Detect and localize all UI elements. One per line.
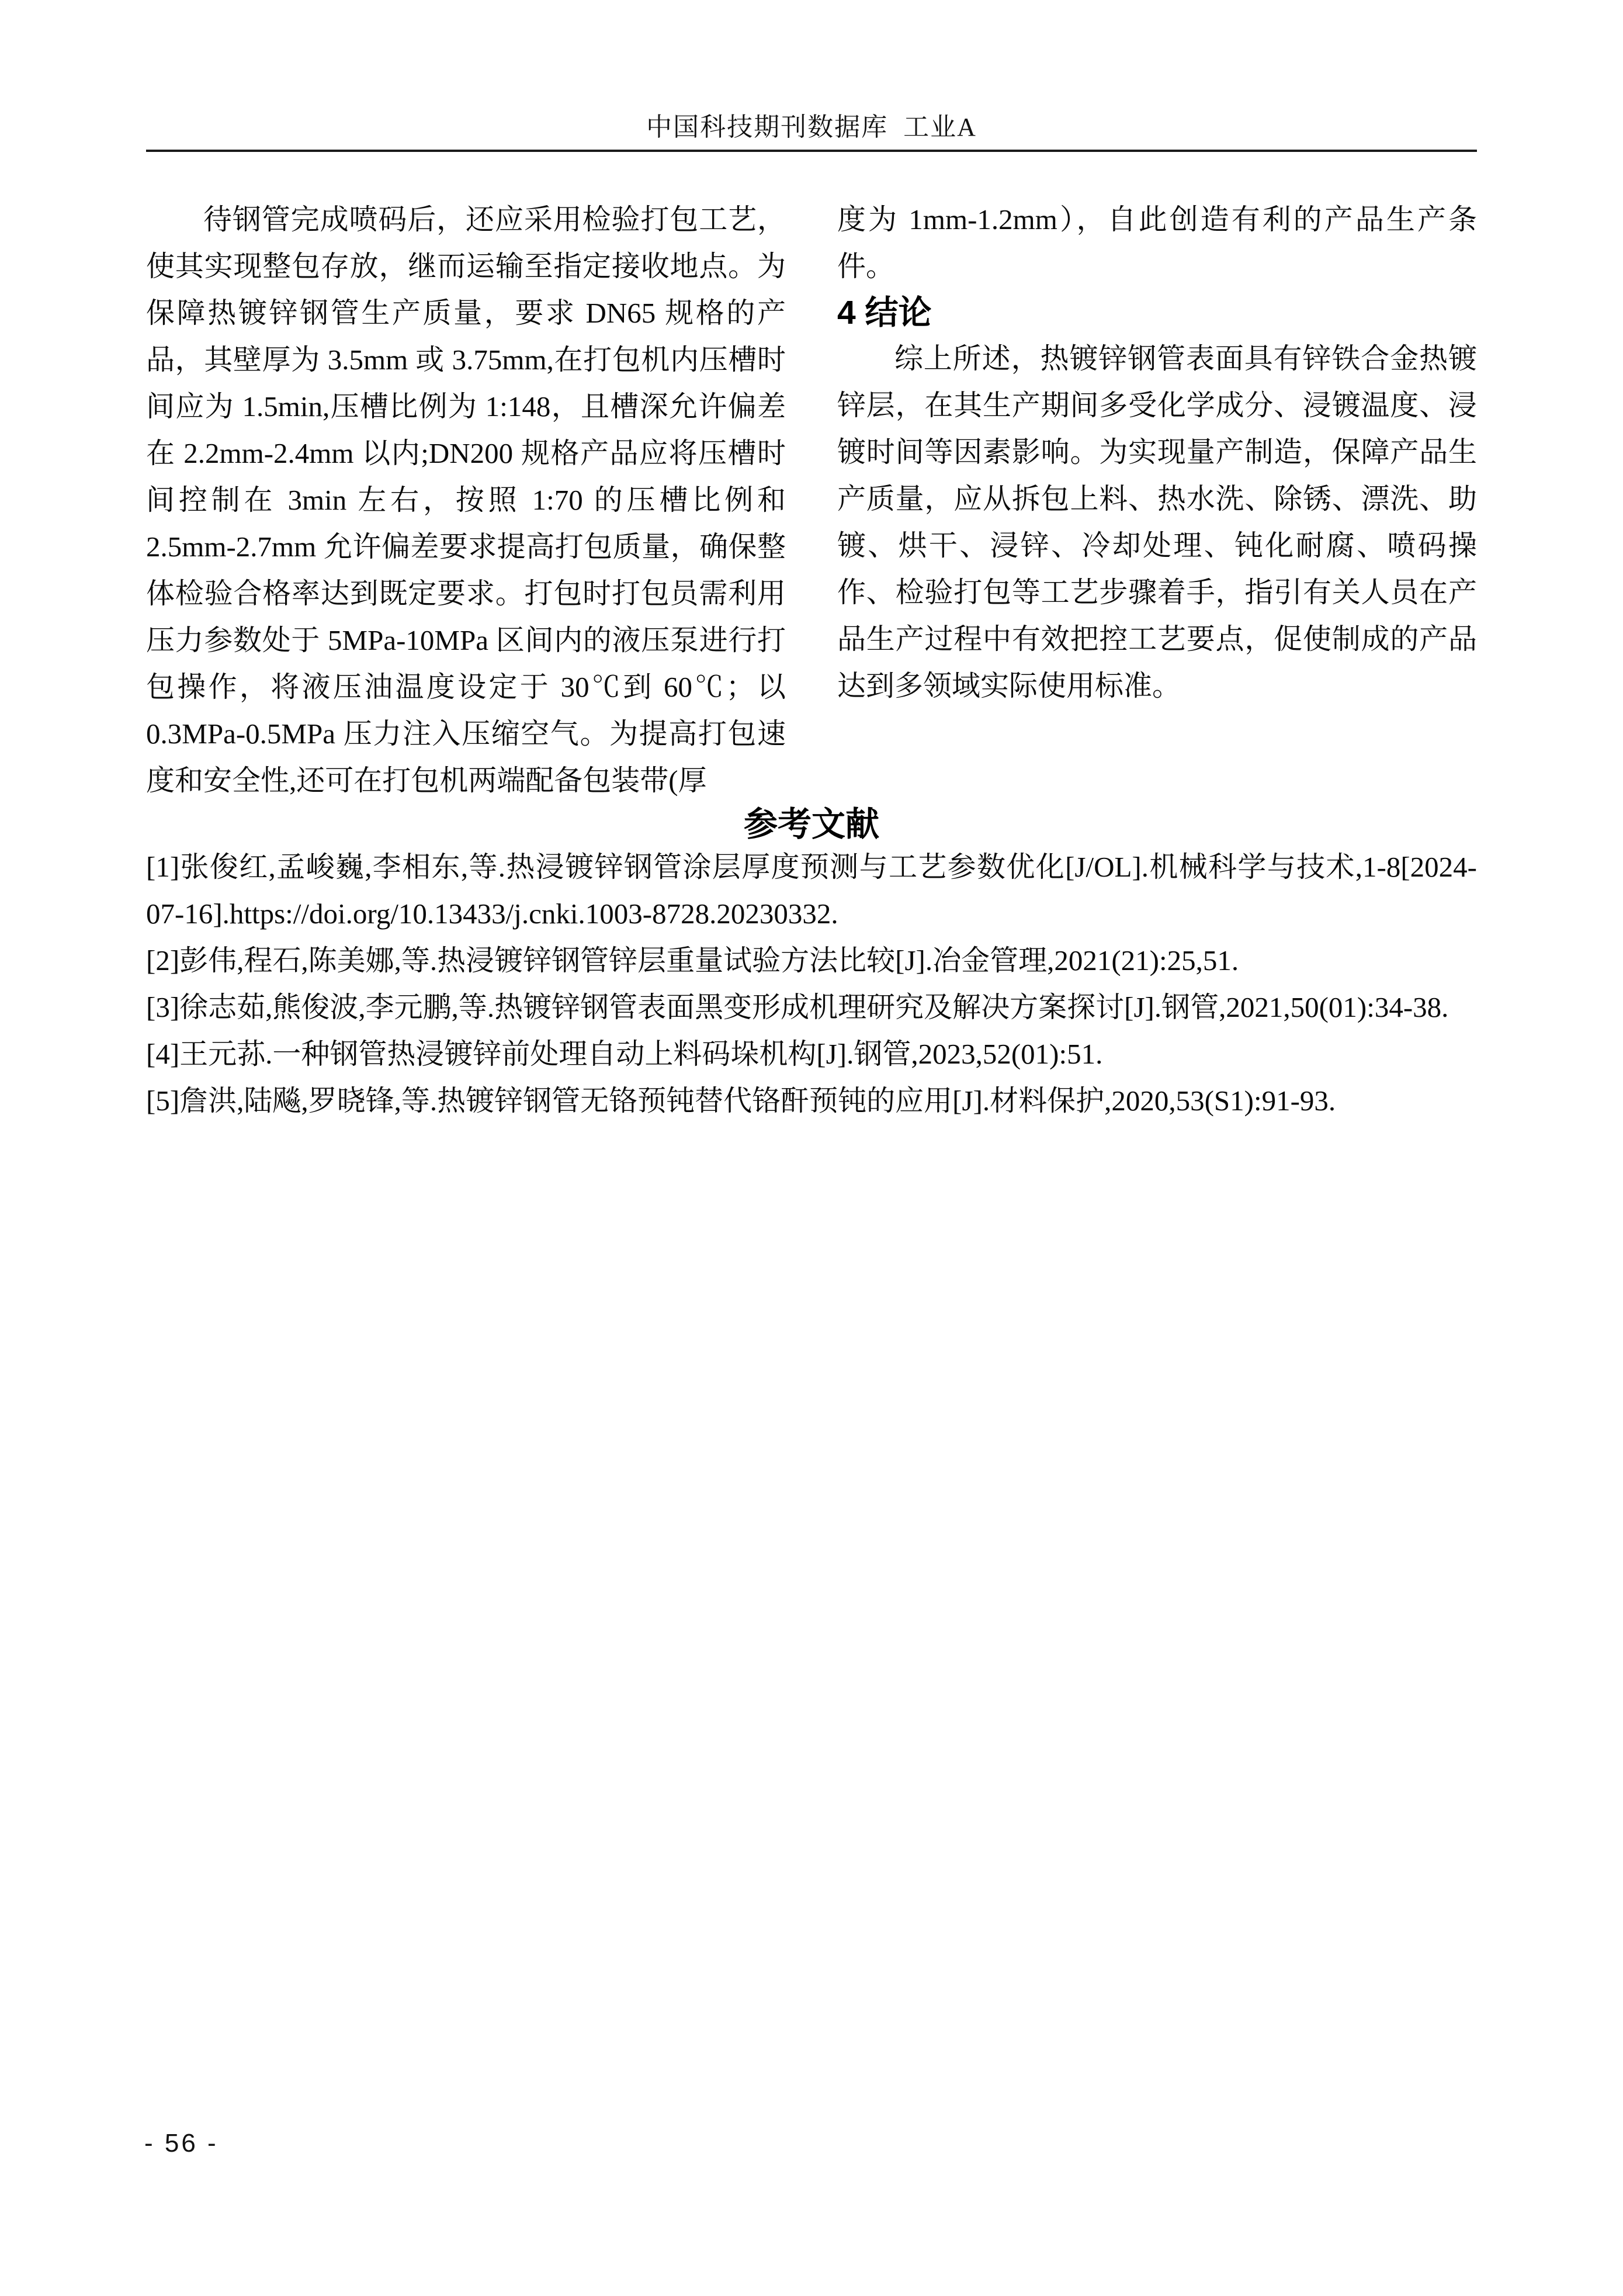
left-column	[146, 196, 786, 804]
references-heading: 参考文献	[743, 805, 879, 843]
reference-item: [3]徐志茹,熊俊波,李元鹏,等.热镀锌钢管表面黑变形成机理研究及解决方案探讨[J].钢管,2021,50(01):34-38.	[146, 991, 1449, 1023]
conclusion-section-heading: 4 结论	[837, 294, 932, 331]
conclusion-paragraph: 综上所述，热镀锌钢管表面具有锌铁合金热镀锌层，在其生产期间多受化学成分、浸镀温度、浸镀时间等因素影响。为实现量产制造，保障产品生产质量，应从拆包上料、热水洗、除锈、漂洗、助镀、烘干、浸锌、冷却处理、钝化耐腐、喷码操作、检验打包等工艺步骤着手，指引有关人员在产品生产过程中有效把控工艺要点，促使制成的产品达到多领域实际使用标准。	[837, 342, 1477, 702]
reference-item: [2]彭伟,程石,陈美娜,等.热浸镀锌钢管锌层重量试验方法比较[J].冶金管理,2021(21):25,51.	[146, 944, 1239, 976]
body-two-column-area	[146, 196, 1477, 804]
reference-item: [5]詹洪,陆飚,罗晓锋,等.热镀锌钢管无铬预钝替代铬酐预钝的应用[J].材料保护,2020,53(S1):91-93.	[146, 1085, 1336, 1117]
header-divider-rule	[146, 150, 1477, 152]
left-column-paragraph: 待钢管完成喷码后，还应采用检验打包工艺，使其实现整包存放，继而运输至指定接收地点。为保障热镀锌钢管生产质量，要求 DN65 规格的产品，其壁厚为 3.5mm 或 3.75mm,在打包机内压槽时间应为 1.5min,压槽比例为 1:148，且槽深允许偏差在 2.2mm-2.4mm 以内;DN200 规格产品应将压槽时间控制在 3min 左右，按照 1:70 的压槽比例和 2.5mm-2.7mm 允许偏差要求提高打包质量，确保整体检验合格率达到既定要求。打包时打包员需利用压力参数处于 5MPa-10MPa 区间内的液压泵进行打包操作，将液压油温度设定于 30℃到 60℃；以 0.3MPa-0.5MPa 压力注入压缩空气。为提高打包速度和安全性,还可在打包机两端配备包装带(厚	[146, 203, 786, 796]
right-column	[837, 196, 1477, 804]
page-number: - 56 -	[144, 2129, 219, 2158]
references-list	[146, 844, 1477, 1124]
journal-header-title: 中国科技期刊数据库 工业A	[646, 113, 977, 141]
reference-item: [4]王元荪.一种钢管热浸镀锌前处理自动上料码垛机构[J].钢管,2023,52(01):51.	[146, 1038, 1103, 1070]
reference-item: [1]张俊红,孟峻巍,李相东,等.热浸镀锌钢管涂层厚度预测与工艺参数优化[J/OL].机械科学与技术,1-8[2024-07-16].https://doi.org/10.13433/j.cnki.1003-8728.20230332.	[146, 851, 1477, 930]
right-column-continued-paragraph: 度为 1mm-1.2mm），自此创造有利的产品生产条件。	[837, 203, 1477, 282]
